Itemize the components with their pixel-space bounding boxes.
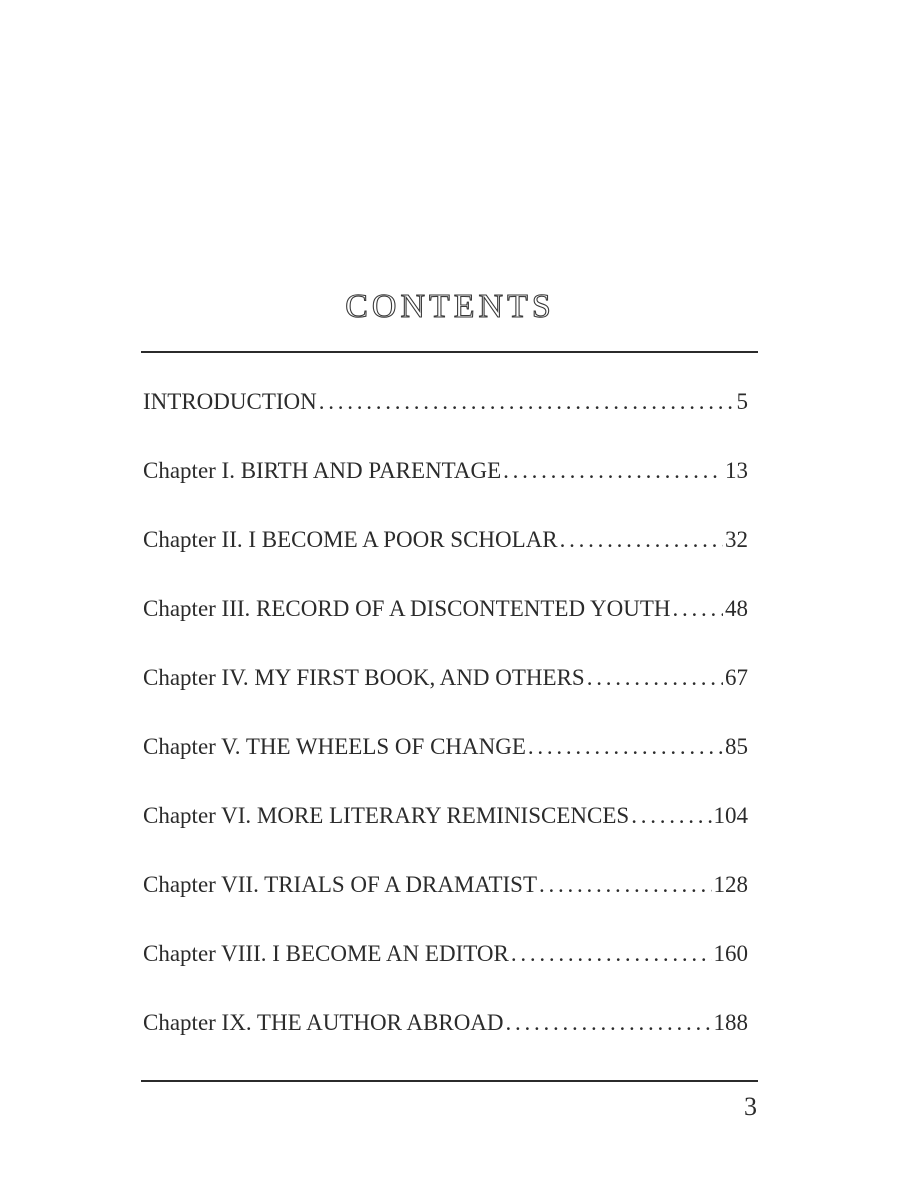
toc-entry-label: INTRODUCTION xyxy=(143,389,317,414)
toc-entry-chapter-3[interactable] xyxy=(143,587,748,656)
toc-entry-introduction[interactable] xyxy=(143,380,748,449)
dot-leader xyxy=(503,449,723,493)
dot-leader xyxy=(511,932,712,976)
dot-leader xyxy=(539,863,712,907)
toc-entry-label: Chapter VIII. I BECOME AN EDITOR xyxy=(143,941,509,966)
toc-entry-chapter-7[interactable] xyxy=(143,863,748,932)
toc-entry-label: Chapter III. RECORD OF A DISCONTENTED YOUTH xyxy=(143,596,671,621)
page-number: 3 xyxy=(744,1092,757,1121)
toc-entry-chapter-4[interactable] xyxy=(143,656,748,725)
table-of-contents xyxy=(143,380,748,1070)
toc-entry-label: Chapter VI. MORE LITERARY REMINISCENCES xyxy=(143,803,630,828)
toc-entry-page: 160 xyxy=(713,941,748,966)
dot-leader xyxy=(560,518,723,562)
toc-entry-chapter-6[interactable] xyxy=(143,794,748,863)
dot-leader xyxy=(528,725,723,769)
top-rule xyxy=(141,351,758,353)
toc-entry-page: 13 xyxy=(725,458,748,483)
dot-leader xyxy=(506,1001,712,1045)
toc-entry-chapter-5[interactable] xyxy=(143,725,748,794)
toc-entry-chapter-2[interactable] xyxy=(143,518,748,587)
toc-entry-page: 5 xyxy=(736,389,748,414)
toc-entry-label: Chapter IX. THE AUTHOR ABROAD xyxy=(143,1010,504,1035)
bottom-rule xyxy=(141,1080,758,1082)
toc-entry-chapter-1[interactable] xyxy=(143,449,748,518)
toc-entry-chapter-9[interactable] xyxy=(143,1001,748,1070)
toc-entry-page: 32 xyxy=(725,527,748,552)
dot-leader xyxy=(672,587,723,631)
toc-entry-label: Chapter V. THE WHEELS OF CHANGE xyxy=(143,734,526,759)
toc-entry-page: 48 xyxy=(725,596,748,621)
toc-entry-chapter-8[interactable] xyxy=(143,932,748,1001)
dot-leader xyxy=(319,380,735,424)
toc-entry-page: 67 xyxy=(725,665,748,690)
toc-entry-label: Chapter II. I BECOME A POOR SCHOLAR xyxy=(143,527,558,552)
toc-entry-label: Chapter I. BIRTH AND PARENTAGE xyxy=(143,458,502,483)
page-title: CONTENTS xyxy=(345,287,555,325)
toc-entry-page: 104 xyxy=(713,803,748,828)
toc-entry-label: Chapter VII. TRIALS OF A DRAMATIST xyxy=(143,872,537,897)
toc-entry-page: 188 xyxy=(713,1010,748,1035)
toc-entry-page: 128 xyxy=(713,872,748,897)
toc-entry-page: 85 xyxy=(725,734,748,759)
dot-leader xyxy=(587,656,723,700)
dot-leader xyxy=(631,794,711,838)
toc-entry-label: Chapter IV. MY FIRST BOOK, AND OTHERS xyxy=(143,665,585,690)
